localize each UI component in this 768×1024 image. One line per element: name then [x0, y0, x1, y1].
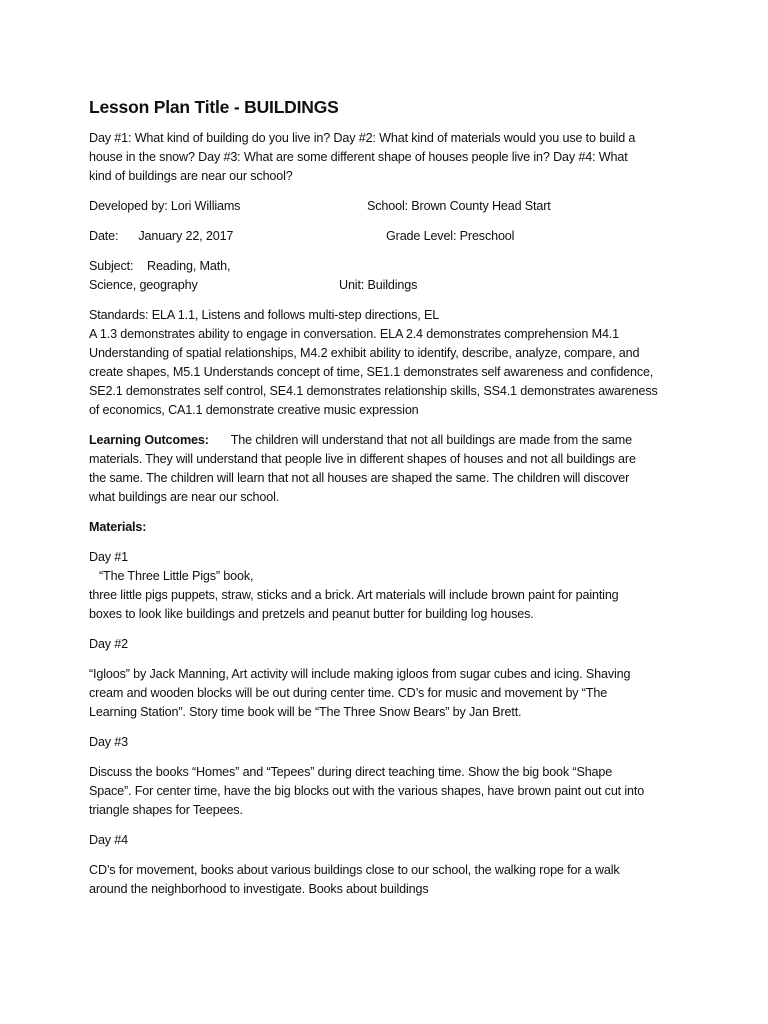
text-line: boxes to look like buildings and pretzels and peanut butter for building log houses. [89, 607, 534, 621]
day-1-heading: Day #1 [89, 550, 129, 564]
text-line: The children will understand that not all buildings are made from the same [230, 433, 632, 447]
text-line: materials. They will understand that people live in different shapes of houses and not all buildings are [89, 452, 636, 466]
learning-outcomes-section [89, 431, 679, 507]
date-label: Date: [89, 229, 119, 243]
subject-label: Subject: [89, 259, 134, 273]
learning-outcomes-label: Learning Outcomes: [89, 433, 209, 447]
text-line: what buildings are near our school. [89, 490, 280, 504]
subject-unit-block [89, 257, 679, 295]
text-line: Day #1: What kind of building do you live in? Day #2: What kind of materials would you use to build a [89, 131, 636, 145]
subject-value: Reading, Math, [147, 259, 231, 273]
materials-heading: Materials: [89, 520, 147, 534]
text-line: Learning Station”. Story time book will be “The Three Snow Bears” by Jan Brett. [89, 705, 522, 719]
text-line: Discuss the books “Homes” and “Tepees” during direct teaching time. Show the big book “Shape [89, 765, 613, 779]
grade-level: Grade Level: Preschool [386, 229, 515, 243]
text-line: triangle shapes for Teepees. [89, 803, 243, 817]
text-line: the same. The children will learn that not all houses are shaped the same. The children will discover [89, 471, 630, 485]
page-title: Lesson Plan Title - BUILDINGS [89, 97, 339, 117]
day-1-materials [89, 567, 679, 624]
text-line: three little pigs puppets, straw, sticks and a brick. Art materials will include brown paint for painting [89, 588, 619, 602]
text-line: “The Three Little Pigs” book, [99, 569, 254, 583]
intro-questions [89, 129, 679, 186]
text-line: SE2.1 demonstrates self control, SE4.1 demonstrates relationship skills, SS4.1 demonstrates awareness [89, 384, 658, 398]
text-line: of economics, CA1.1 demonstrate creative music expression [89, 403, 419, 417]
standards-section [89, 306, 679, 420]
text-line: create shapes, M5.1 Understands concept of time, SE1.1 demonstrates self awareness and confidence, [89, 365, 654, 379]
day-3-heading: Day #3 [89, 735, 129, 749]
developer-school-row [89, 197, 679, 216]
text-line: cream and wooden blocks will be out during center time. CD’s for music and movement by “The [89, 686, 608, 700]
text-line: Space”. For center time, have the big blocks out with the various shapes, have brown paint out cut into [89, 784, 645, 798]
text-line: Understanding of spatial relationships, M4.2 exhibit ability to identify, describe, analyze, compare, and [89, 346, 640, 360]
day-4-heading: Day #4 [89, 833, 129, 847]
text-line: Standards: ELA 1.1, Listens and follows multi-step directions, EL [89, 308, 440, 322]
day-4-materials [89, 861, 679, 899]
developed-by: Developed by: Lori Williams [89, 199, 241, 213]
text-line: kind of buildings are near our school? [89, 169, 293, 183]
date-value: January 22, 2017 [138, 229, 234, 243]
school-name: School: Brown County Head Start [367, 199, 551, 213]
text-line: around the neighborhood to investigate. Books about buildings [89, 882, 429, 896]
date-grade-row [89, 227, 679, 246]
day-3-materials [89, 763, 679, 820]
text-line: A 1.3 demonstrates ability to engage in conversation. ELA 2.4 demonstrates comprehension M4.1 [89, 327, 620, 341]
text-line: “Igloos” by Jack Manning, Art activity will include making igloos from sugar cubes and icing. Shaving [89, 667, 631, 681]
date-field [89, 227, 233, 246]
lesson-plan [89, 96, 679, 899]
day-2-heading: Day #2 [89, 637, 129, 651]
unit-name: Unit: Buildings [339, 278, 418, 292]
text-line: CD’s for movement, books about various buildings close to our school, the walking rope for a walk [89, 863, 620, 877]
subject-value-continued: Science, geography [89, 278, 198, 292]
text-line: house in the snow? Day #3: What are some different shape of houses people live in? Day #4: What [89, 150, 628, 164]
day-2-materials [89, 665, 679, 722]
